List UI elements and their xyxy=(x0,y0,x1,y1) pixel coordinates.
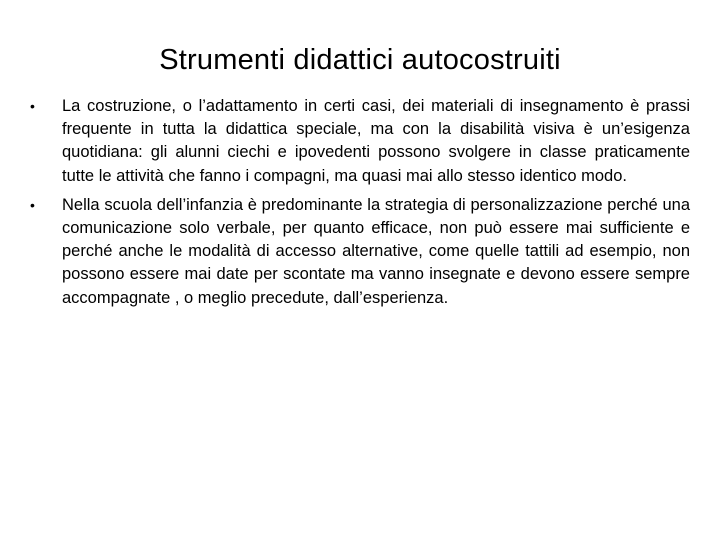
bullet-marker: • xyxy=(30,196,35,213)
bullet-marker: • xyxy=(30,98,35,114)
bullet-text: Nella scuola dell’infanzia è predominante la strategia di personalizzazione perché una comunicazione solo verbale, per quanto efficace, non può essere mai sufficiente e perché anche le modalità di accesso alternative, come quelle tattili ad esempio, non possono essere mai date per scontate ma vanno insegnate e devono essere sempre accompagnate , o meglio precedute, dall’esperienza. xyxy=(62,195,690,307)
bullet-item-infanzia xyxy=(30,194,690,310)
bullet-text: La costruzione, o l’adattamento in certi casi, dei materiali di insegnamento è prassi frequente in tutta la didattica speciale, ma con la disabilità visiva è un’esigenza quotidiana: gli alunni ciechi e ipovedenti possono svolgere in classe praticamente tutte le attività che fanno i compagni, ma quasi mai allo stesso identico modo. xyxy=(62,97,690,185)
slide-title: Strumenti didattici autocostruiti xyxy=(159,44,561,76)
bullet-list xyxy=(30,95,690,316)
bullet-item-costruzione xyxy=(30,95,690,188)
